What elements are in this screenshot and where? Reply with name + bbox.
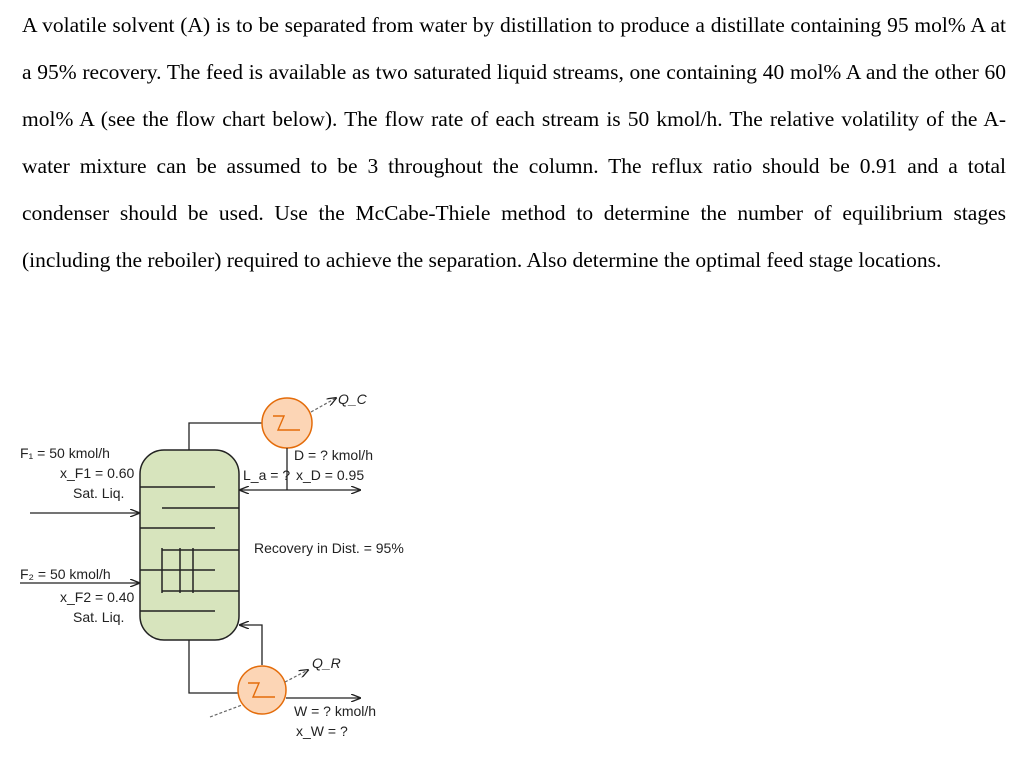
feed1-composition-label: x_F1 = 0.60 (60, 465, 135, 481)
distillate-flow-label: D = ? kmol/h (294, 447, 373, 463)
distillation-flow-chart (0, 380, 480, 770)
bottoms-composition-label: x_W = ? (296, 723, 348, 739)
feed1-flow-label: F₁ = 50 kmol/h (20, 445, 110, 461)
feed1-state-label: Sat. Liq. (73, 485, 125, 501)
reboiler-heat-input (210, 705, 242, 717)
feed2-composition-label: x_F2 = 0.40 (60, 589, 135, 605)
bottoms-flow-label: W = ? kmol/h (294, 703, 377, 719)
reboiler-duty-arrow (285, 670, 308, 682)
reflux-label: L_a = ? (243, 467, 291, 483)
distillate-composition-label: x_D = 0.95 (296, 467, 365, 483)
reboiler (238, 666, 286, 714)
condenser-duty-arrow (311, 398, 336, 412)
reboiler-duty-label: Q_R (312, 655, 341, 671)
feed2-flow-label: F₂ = 50 kmol/h (20, 566, 111, 582)
condenser (262, 398, 312, 448)
overhead-vapor-line (189, 423, 262, 450)
reboiler-vapor-return (240, 625, 262, 665)
bottoms-liquid-line (189, 640, 238, 693)
problem-text: A volatile solvent (A) is to be separated from water by distillation to produce a distillate containing 95 mol% A at a 95% recovery. The feed is available as two saturated liquid streams, one containing 40 mol% A and the other 60 mol% A (see the flow chart below). The flow rate of each stream is 50 kmol/h. The relative volatility of the A-water mixture can be assumed to be 3 throughout the column. The reflux ratio should be 0.91 and a total condenser should be used. Use the McCabe-Thiele method to determine the number of equilibrium stages (including the reboiler) required to achieve the separation. Also determine the optimal feed stage locations. (22, 13, 1006, 272)
problem-statement (22, 2, 1006, 284)
recovery-label: Recovery in Dist. = 95% (254, 540, 404, 556)
condenser-duty-label: Q_C (338, 391, 367, 407)
feed2-state-label: Sat. Liq. (73, 609, 125, 625)
